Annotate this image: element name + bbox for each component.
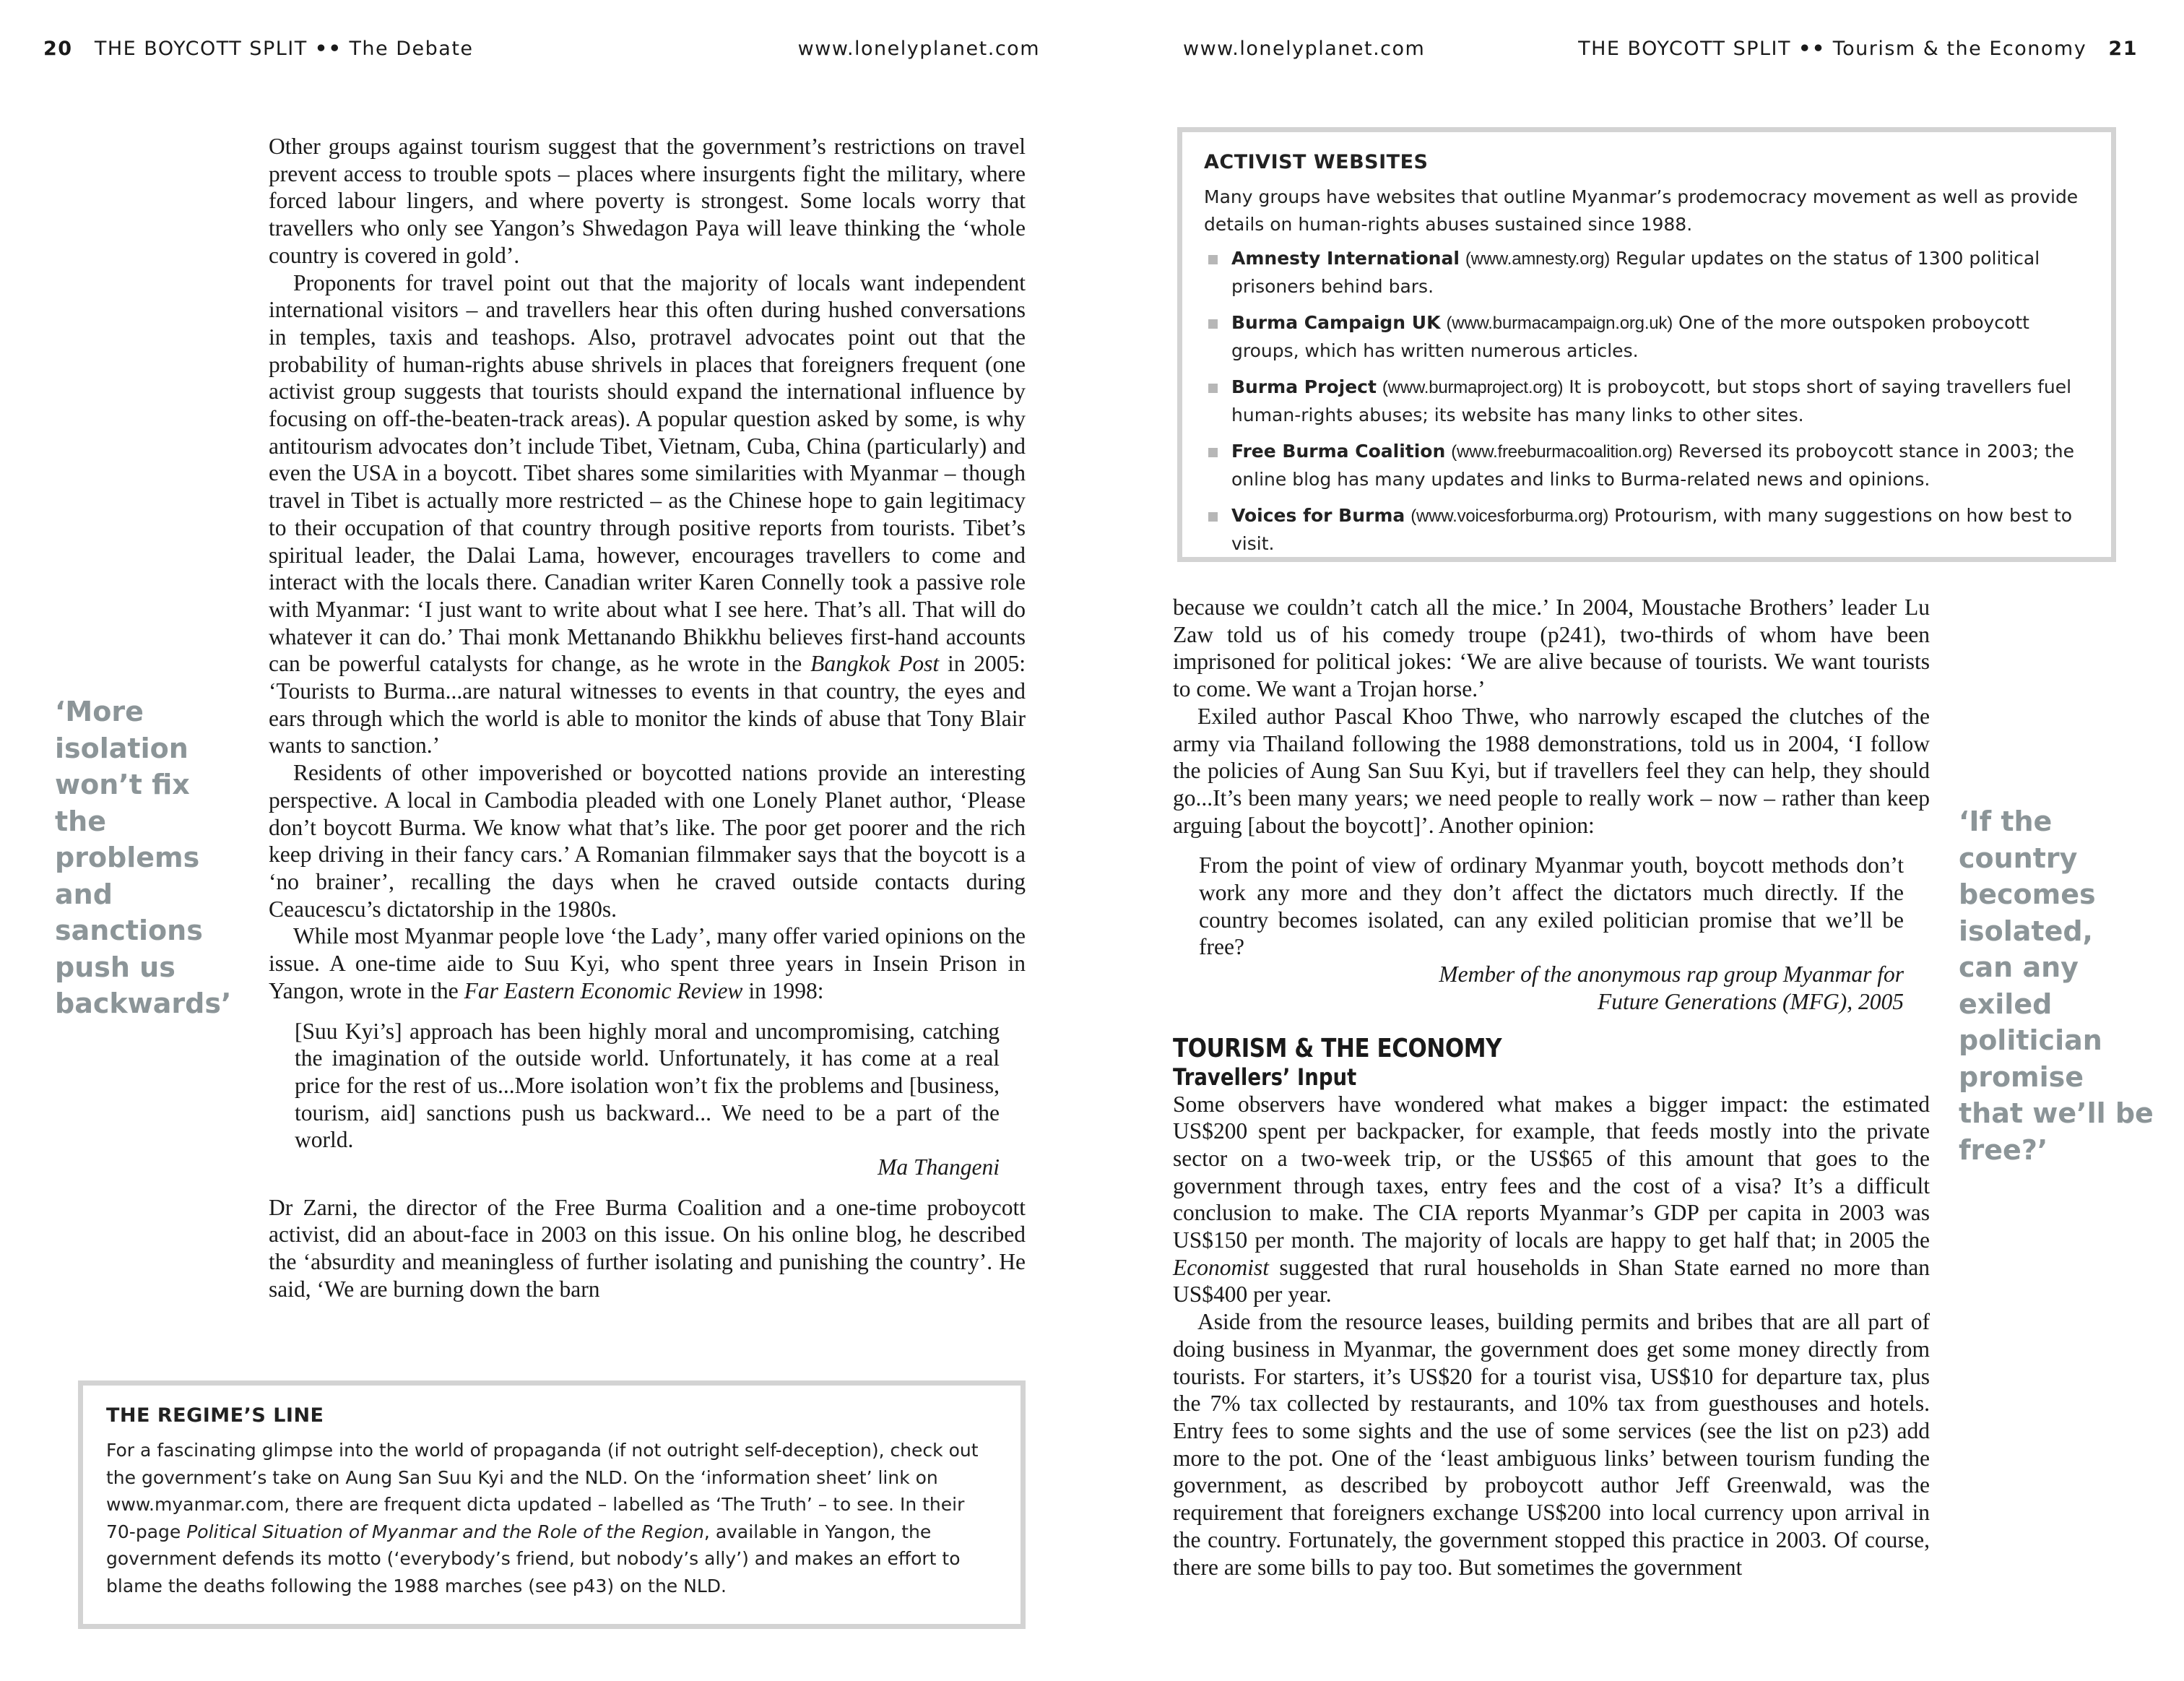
- section-title: TOURISM & THE ECONOMY: [1173, 1033, 1502, 1063]
- left-main-column: [269, 133, 1026, 1303]
- left-paragraph-4-text-b: in 1998:: [748, 977, 824, 1003]
- left-page-number: 20: [43, 38, 73, 60]
- regime-box-italic: Political Situation of Myanmar and the Role of the Region: [186, 1521, 704, 1542]
- square-bullet-icon: [1208, 448, 1218, 457]
- regime-box-title: THE REGIME’S LINE: [106, 1404, 324, 1427]
- left-header-url: www.lonelyplanet.com: [797, 38, 1040, 60]
- left-pull-quote: ‘More isolation won’t fix the problems and sanctions push us backwards’: [55, 696, 232, 1019]
- activist-box-intro: Many groups have websites that outline Myanmar’s prodemocracy movement as well as provide details on human-rights abuses sustained since 1988.: [1204, 186, 2079, 235]
- right-paragraph-3-text-b: suggested that rural households in Shan State earned no more than US$400 per year.: [1173, 1254, 1930, 1308]
- left-paragraph-2-text-b: in 2005: ‘Tourists to Burma...are natural witnesses to events in that country, the eyes and ears through which the world is able to monitor the kinds of abuse that Tony Blair wants to sanction.’: [269, 651, 1026, 759]
- square-bullet-icon: [1208, 319, 1218, 329]
- activist-item-burma-project: [1204, 373, 2089, 428]
- right-page-number: 21: [2108, 38, 2138, 60]
- right-block-quote-attribution-2: Future Generations (MFG), 2005: [1597, 988, 1904, 1014]
- left-block-quote-attribution: Ma Thangeni: [878, 1154, 1000, 1180]
- right-header-run: [1578, 38, 2138, 60]
- activist-item-desc: Reversed its proboycott stance in 2003; the online blog has many updates and links to Burma-related news and opinions.: [1231, 441, 2074, 490]
- square-bullet-icon: [1208, 384, 1218, 393]
- activist-item-url: (www.amnesty.org): [1465, 249, 1611, 269]
- left-paragraph-5: Dr Zarni, the director of the Free Burma Coalition and a one-time proboycott activist, did an about-face in 2003 on this issue. On his online blog, he described the ‘absurdity and meaningless of further isolating and punishing the country’. He said, ‘We are burning down the barn: [269, 1194, 1026, 1302]
- activist-item-name: Free Burma Coalition: [1231, 441, 1446, 462]
- activist-item-url: (www.voicesforburma.org): [1410, 506, 1609, 526]
- left-block-quote: [295, 1018, 1000, 1181]
- activist-box-title: ACTIVIST WEBSITES: [1204, 151, 1429, 173]
- subsection-title: Travellers’ Input: [1173, 1063, 1357, 1091]
- activist-item-voices: [1204, 502, 2089, 557]
- activist-item-name: Voices for Burma: [1231, 505, 1405, 526]
- activist-item-desc: Regular updates on the status of 1300 political prisoners behind bars.: [1231, 248, 2040, 297]
- activist-item-burma-campaign: [1204, 309, 2089, 364]
- activist-item-name: Burma Campaign UK: [1231, 312, 1441, 333]
- square-bullet-icon: [1208, 255, 1218, 264]
- activist-item-name: Amnesty International: [1231, 248, 1460, 269]
- regime-box-text-a: For a fascinating glimpse into the world of propaganda (if not outright self-deception), check out the government’s take on Aung San Suu Kyi and the NLD. On the ‘information sheet’ link on www.myanmar.com, there are frequent dicta updated – labelled as ‘The Truth’ – to see. In their 70-page: [106, 1440, 979, 1542]
- regime-box-text: [106, 1437, 997, 1599]
- right-header-separator: ••: [1798, 38, 1826, 60]
- activist-list: [1204, 245, 2089, 557]
- activist-item-desc: One of the more outspoken proboycott groups, which has written numerous articles.: [1231, 312, 2029, 361]
- left-paragraph-2-italic: Bangkok Post: [810, 651, 940, 677]
- right-paragraph-4: Aside from the resource leases, building permits and bribes that are all part of doing business in Myanmar, the government does get some money directly from tourists. For starters, it’s US$20 for a tourist visa, US$10 for departure tax, plus the 7% tax collected by restaurants, and 10% tax from guesthouses and hotels. Entry fees to some sights and the use of some services (see the list on p23) add more to the pot. One of the ‘least ambiguous links’ between tourism funding the government, as described by proboycott author Jeff Greenwald, was the requirement that foreigners exchange US$200 into local currency upon arrival in the country. Fortunately, the government stopped this practice in 2003. Of course, there are some bills to pay too. But sometimes the government: [1173, 1309, 1930, 1580]
- left-page-header: [43, 38, 1040, 69]
- activist-item-url: (www.burmacampaign.org.uk): [1446, 314, 1673, 333]
- right-block-quote-text: From the point of view of ordinary Myanmar youth, boycott methods don’t work any more and they don’t affect the dictators much directly. If the country becomes isolated, can any exiled politician promise that we’ll be free?: [1199, 852, 1904, 960]
- left-paragraph-4-italic: Far Eastern Economic Review: [464, 977, 743, 1003]
- right-paragraph-3-italic: Economist: [1173, 1254, 1269, 1280]
- right-page-header: [1183, 38, 2138, 69]
- left-header-separator: ••: [314, 38, 342, 60]
- activist-item-desc: Protourism, with many suggestions on how best to visit.: [1231, 505, 2073, 554]
- left-paragraph-4-text-a: While most Myanmar people love ‘the Lady’, many offer varied opinions on the issue. A one-time aide to Suu Kyi, who spent three years in Insein Prison in Yangon, wrote in the: [269, 923, 1026, 1003]
- left-paragraph-2: [269, 269, 1026, 760]
- right-block-quote: [1199, 852, 1904, 1015]
- left-paragraph-1: Other groups against tourism suggest that the government’s restrictions on travel prevent access to trouble spots – places where insurgents fight the military, where forced labour lingers, and where poverty is strongest. Some locals worry that travellers who only see Yangon’s Shwedagon Paya will leave thinking the ‘whole country is covered in gold’.: [269, 134, 1026, 268]
- right-block-quote-attribution-1: Member of the anonymous rap group Myanmar for: [1439, 962, 1904, 988]
- left-paragraph-2-text-a: Proponents for travel point out that the majority of locals want independent international visitors – and travellers hear this often during hushed conversations in temples, taxis and teashops. Also, protravel advocates point out that the probability of human-rights abuse shrivels in places that foreigners frequent (one activist group suggests that tourists should expand the international influence by focusing on off-the-beaten-track areas). A popular question asked by some, is why antitourism advocates don’t include Tibet, Vietnam, Cuba, China (particularly) and even the USA in a boycott. Tibet shares some similarities with Myanmar – though travel in Tibet is actually more restricted – as the Chinese hope to gain legitimacy to their occupation of that country through positive reports from tourists. Tibet’s spiritual leader, the Dalai Lama, however, encourages travellers to come and interact with the locals there. Canadian writer Karen Connelly took a passive role with Myanmar: ‘I just want to write about what I see here. That’s all. That will do whatever it can do.’ Thai monk Mettanando Bhikkhu believes first-hand accounts can be powerful catalysts for change, as he wrote in the: [269, 269, 1026, 677]
- activist-websites-box: [1177, 127, 2116, 562]
- right-paragraph-2: Exiled author Pascal Khoo Thwe, who narrowly escaped the clutches of the army via Thailand following the 1988 demonstrations, told us in 2004, ‘I follow the policies of Aung San Suu Kyi, but if travellers feel they can help, they should go...It’s been many years; we need people to really work – now – rather than keep arguing [about the boycott]’. Another opinion:: [1173, 703, 1930, 838]
- right-paragraph-1: because we couldn’t catch all the mice.’ In 2004, Moustache Brothers’ leader Lu Zaw told us of his comedy troupe (p241), two-thirds of whom have been imprisoned for political jokes: ‘We are alive because of tourists. We want tourists to come. We want a Trojan horse.’: [1173, 595, 1930, 702]
- left-paragraph-4: [269, 922, 1026, 1004]
- regime-line-box: [78, 1380, 1026, 1629]
- right-header-section: Tourism & the Economy: [1832, 38, 2087, 60]
- activist-item-url: (www.freeburmacoalition.org): [1451, 442, 1673, 462]
- right-paragraph-3: [1173, 1091, 1930, 1309]
- right-pull-quote: ‘If the country becomes isolated, can any exiled politician promise that we’ll be free?’: [1959, 805, 2154, 1166]
- left-block-quote-text: [Suu Kyi’s] approach has been highly moral and uncompromising, catching the imagination of the outside world. Unfortunately, it has come at a real price for the rest of us...More isolation won’t fix the problems and [business, tourism, aid] sanctions push us backward... We need to be a part of the world.: [295, 1018, 1000, 1153]
- activist-item-name: Burma Project: [1231, 376, 1377, 397]
- right-paragraph-3-text-a: Some observers have wondered what makes a bigger impact: the estimated US$200 spent per backpacker, for example, that feeds mostly into the private sector on a two-week trip, or the US$65 of this amount that goes to the government through taxes, entry fees and the cost of a visa? It’s a difficult conclusion to make. The CIA reports Myanmar’s GDP per capita in 2003 was US$150 per month. The majority of locals are happy to get half that; in 2005 the: [1173, 1091, 1930, 1253]
- activist-item-free-burma: [1204, 438, 2089, 493]
- right-header-url: www.lonelyplanet.com: [1183, 38, 1426, 60]
- left-paragraph-3: Residents of other impoverished or boycotted nations provide an interesting perspective. A local in Cambodia pleaded with one Lonely Planet author, ‘Please don’t boycott Burma. We know what that’s like. The poor get poorer and the rich keep driving in their fancy cars.’ A Romanian filmmaker says that the boycott is a ‘no brainer’, recalling the days when he craved outside contacts during Ceaucescu’s dictatorship in the 1980s.: [269, 760, 1026, 922]
- left-header-section: The Debate: [349, 38, 474, 60]
- regime-box-text-b: , available in Yangon, the government defends its motto (‘everybody’s friend, but nobody’s ally’) and makes an effort to blame the deaths following the 1988 marches (see p43) on the NLD.: [106, 1521, 961, 1596]
- activist-item-url: (www.burmaproject.org): [1382, 378, 1564, 397]
- right-main-column: [1173, 594, 1930, 1581]
- right-running-title: THE BOYCOTT SPLIT: [1578, 38, 1792, 60]
- activist-item-amnesty: [1204, 245, 2089, 300]
- left-running-title: THE BOYCOTT SPLIT: [94, 38, 308, 60]
- square-bullet-icon: [1208, 512, 1218, 522]
- activist-item-desc: It is proboycott, but stops short of saying travellers fuel human-rights abuses; its website has many links to other sites.: [1231, 376, 2072, 425]
